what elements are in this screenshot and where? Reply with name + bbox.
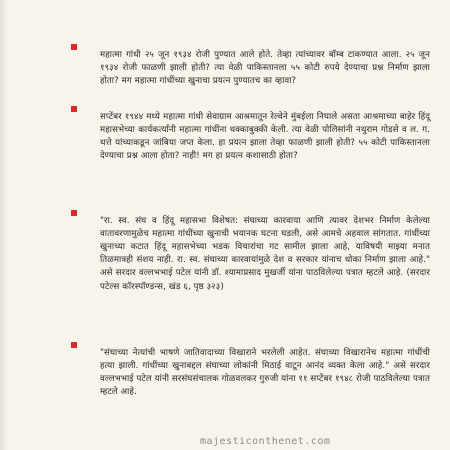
paragraph-patel-letter-golwalkar: "संघाच्या नेत्यांची भाषणे जातिवादाच्या विखाराने भरलेली आहेत. संघाच्या विखारानेच महात्मा गांधींची हत्या झाली. गांधींच्या खुनाबद्दल संघाच्या लोकांनी मिठाई वाटून आनंद व्यक्त केला आहे." असे सरदार वल्लभभाई पटेल यांनी सरसंघसंचालक गोळवलकर गुरुजी यांना ११ सप्टेंबर १९४८ रोजी पाठविलेल्या पत्रात म्हटले आहे. [100,347,430,398]
paragraph-gandhi-pune-1934: महात्मा गांधी २५ जून १९३४ रोजी पुण्यात आले होते. तेव्हा त्यांच्यावर बॉम्ब टाकण्यात आला. २५ जून १९३४ रोजी फाळणी झाली होती? त्या वेळी पाकिस्तानला ५५ कोटी रुपये देण्याचा प्रश्न निर्माण झाला होता? मग महात्मा गांधींच्या खुनाचा प्रयत्न पुण्यातच का व्हावा? [100,49,430,86]
paragraph-patel-letter-mukherjee: "रा. स्व. संघ व हिंदू महासभा विशेषत: संघाच्या कारवाया आणि त्यावर देशभर निर्माण केलेल्या वातावरणामुळेच महात्मा गांधींच्या खुनाची भयानक घटना घडली, असे आमचे अहवाल सांगतात. गांधींच्या खुनाच्या कटात हिंदू महासभेच्या भडक विचारांचा गट सामील झाला आहे, याविषयी माझ्या मनात तिळमात्रही संशय नाही. रा. स्व. संघाच्या कारवायांमुळे देश व सरकार यांनाच धोका निर्माण झाला आहे." असे सरदार वल्लभभाई पटेल यांनी डॉ. श्यामाप्रसाद मुखर्जी यांना पाठविलेल्या पत्रात म्हटले आहे. (सरदार पटेल्स कॉरस्पॉण्डन्स, खंड ६, पृष्ठ ३२३) [100,215,430,292]
page-edge-shadow [0,0,8,450]
red-square-bullet-icon [71,44,77,50]
red-square-bullet-icon [71,106,77,112]
red-square-bullet-icon [71,342,77,348]
paragraph-sevagram-1944: सप्टेंबर १९४४ मध्ये महात्मा गांधी सेवाग्राम आश्रमातून रेल्वेने मुंबईला निघाले असता आश्रमाच्या बाहेर हिंदू महासभेच्या कार्यकर्त्यांनी महात्मा गांधींना धक्काबुक्की केली. त्या वेळी पोलिसांनी नथुराम गोडसे व ल. ग. थत्ते यांच्याकडून जांबिया जप्त केला. हा प्रयत्न झाला तेव्हा फाळणी झाली होती? ५५ कोटी पाकिस्तानला देण्याचा प्रश्न आला होता? नाही! मग हा प्रयत्न कशासाठी होता? [100,111,430,162]
red-square-bullet-icon [71,210,77,216]
watermark-text: majesticonthenet.com [200,436,331,447]
